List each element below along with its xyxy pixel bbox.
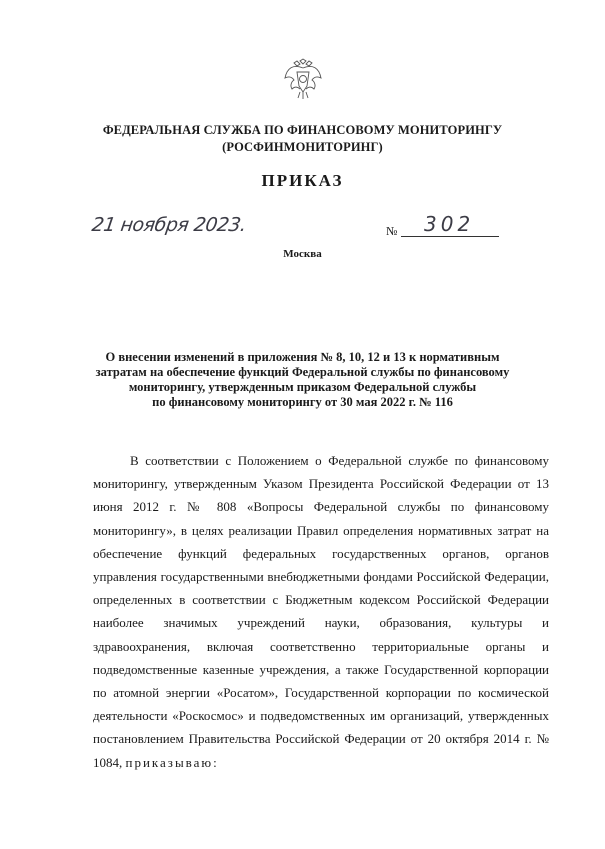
order-subject bbox=[70, 350, 535, 410]
document-type-title: ПРИКАЗ bbox=[261, 171, 344, 190]
handwritten-number: 302 bbox=[424, 212, 475, 236]
russian-coat-of-arms-icon bbox=[283, 58, 323, 102]
body-text: В соответствии с Положением о Федеральной службе по финансовому мониторингу, утвержденным Указом Президента Российской Федерации от 13 июня 2012 г. № 808 «Вопросы Федеральной службы по финансовому мониторингу», в целях реализации Правил определения нормативных затрат на обеспечение функций федеральных государственных органов, органов управления государственными внебюджетными фондами Российской Федерации, определенных в соответствии с Бюджетным кодексом Российской Федерации наиболее значимых учреждений науки, образования, культуры и здравоохранения, включая соответственно территориальные органы и подведомственные казенные учреждения, а также Государственной корпорации по атомной энергии «Росатом», Государственной корпорации по космической деятельности «Роскосмос» и подведомственных им организаций, утвержденных постановлением Правительства Российской Федерации от 20 октября 2014 г. № 1084, bbox=[93, 453, 549, 770]
agency-name bbox=[60, 122, 545, 156]
command-word: приказываю: bbox=[125, 754, 219, 770]
subject-line3: мониторингу, утвержденным приказом Федеральной службы bbox=[128, 380, 477, 394]
number-label: № bbox=[386, 224, 398, 238]
handwritten-date: 21 ноября 2023. bbox=[90, 214, 248, 236]
agency-name-line2: (РОСФИНМОНИТОРИНГ) bbox=[222, 140, 383, 154]
subject-line1: О внесении изменений в приложения № 8, 10, 12 и 13 к нормативным bbox=[105, 350, 500, 364]
agency-name-line1: ФЕДЕРАЛЬНАЯ СЛУЖБА ПО ФИНАНСОВОМУ МОНИТОРИНГУ bbox=[102, 123, 503, 137]
subject-line4: по финансовому мониторингу от 30 мая 2022 г. № 116 bbox=[152, 395, 453, 409]
subject-line2: затратам на обеспечение функций Федеральной службы по финансовому bbox=[95, 365, 510, 379]
body-paragraph bbox=[93, 449, 549, 774]
number-underline bbox=[401, 236, 499, 237]
city: Москва bbox=[283, 248, 322, 260]
